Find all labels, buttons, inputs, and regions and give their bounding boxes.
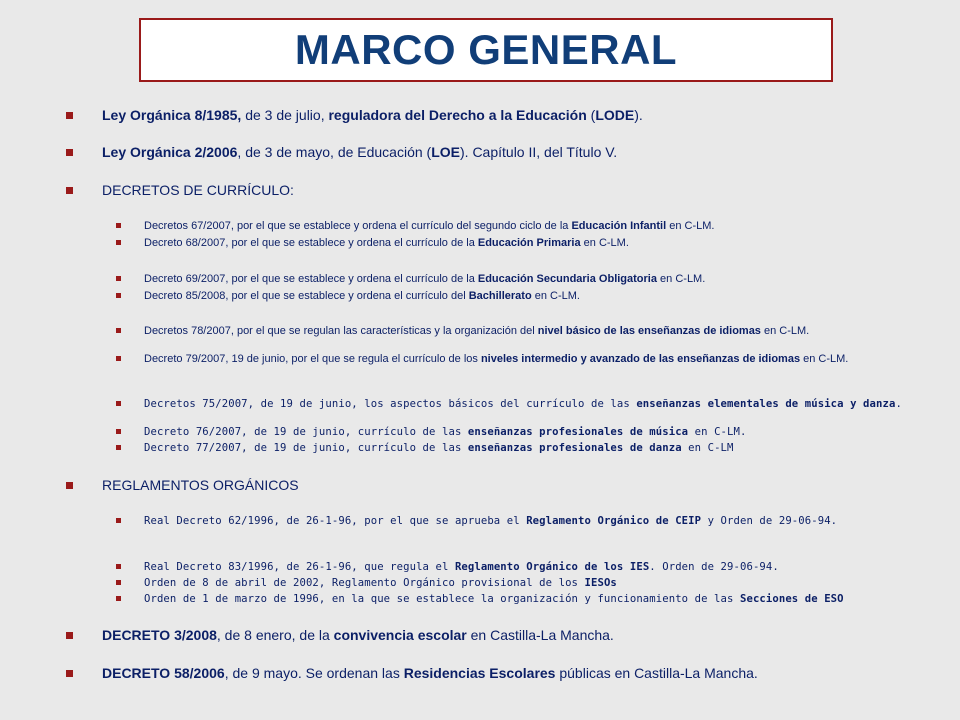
bullet-icon	[116, 564, 121, 569]
bullet-icon	[116, 596, 121, 601]
item-text: Decreto 69/2007, por el que se establece y ordena el currículo de la Educación Secundaria Obligatoria en C-LM.	[144, 273, 706, 285]
item-text: Decretos 67/2007, por el que se establece y ordena el currículo del segundo ciclo de la Educación Infantil en C-LM.	[144, 220, 715, 232]
bullet-icon	[66, 112, 73, 119]
bullet-icon	[116, 429, 121, 434]
item-text: REGLAMENTOS ORGÁNICOS	[102, 477, 299, 493]
bullet-icon	[116, 328, 121, 333]
item-text: Orden de 1 de marzo de 1996, en la que se establece la organización y funcionamiento de las Secciones de ESO	[144, 593, 844, 605]
item-text: Ley Orgánica 2/2006, de 3 de mayo, de Educación (LOE). Capítulo II, del Título V.	[102, 144, 618, 160]
page-title: MARCO GENERAL	[294, 26, 678, 73]
item-text: DECRETOS DE CURRÍCULO:	[102, 182, 294, 198]
bullet-icon	[66, 482, 73, 489]
item-text: DECRETO 3/2008, de 8 enero, de la convivencia escolar en Castilla-La Mancha.	[102, 627, 614, 643]
item-text: Real Decreto 83/1996, de 26-1-96, que regula el Reglamento Orgánico de los IES. Orden de 29-06-94.	[144, 561, 779, 573]
bullet-icon	[116, 518, 121, 523]
bullet-icon	[116, 293, 121, 298]
item-text: Decreto 85/2008, por el que se establece y ordena el currículo del Bachillerato en C-LM.	[144, 290, 580, 302]
bullet-icon	[66, 632, 73, 639]
item-text: Orden de 8 de abril de 2002, Reglamento Orgánico provisional de los IESOs	[144, 577, 617, 589]
item-text: Decretos 78/2007, por el que se regulan las características y la organización del nivel básico de las enseñanzas de idiomas en C-LM.	[144, 325, 810, 337]
title-box	[139, 18, 833, 82]
bullet-icon	[116, 580, 121, 585]
bullet-icon	[116, 240, 121, 245]
item-text: Decreto 68/2007, por el que se establece y ordena el currículo de la Educación Primaria en C-LM.	[144, 237, 629, 249]
bullet-icon	[116, 276, 121, 281]
item-text: Decreto 77/2007, de 19 de junio, currículo de las enseñanzas profesionales de danza en C-LM	[144, 442, 734, 454]
item-text: Ley Orgánica 8/1985, de 3 de julio, reguladora del Derecho a la Educación (LODE).	[102, 107, 643, 123]
bullet-icon	[116, 401, 121, 406]
bullet-icon	[66, 149, 73, 156]
bullet-icon	[66, 187, 73, 194]
item-text: Decreto 76/2007, de 19 de junio, currículo de las enseñanzas profesionales de música en C-LM.	[144, 426, 747, 438]
item-text: Decreto 79/2007, 19 de junio, por el que se regula el currículo de los niveles intermedio y avanzado de las enseñanzas de idiomas en C-LM.	[144, 353, 849, 365]
bullet-icon	[116, 445, 121, 450]
item-text: DECRETO 58/2006, de 9 mayo. Se ordenan las Residencias Escolares públicas en Castilla-La Mancha.	[102, 665, 758, 681]
item-text: Decretos 75/2007, de 19 de junio, los aspectos básicos del currículo de las enseñanzas elementales de música y danza.	[144, 398, 902, 410]
bullet-icon	[66, 670, 73, 677]
item-text: Real Decreto 62/1996, de 26-1-96, por el que se aprueba el Reglamento Orgánico de CEIP y Orden de 29-06-94.	[144, 515, 838, 527]
bullet-icon	[116, 356, 121, 361]
bullet-icon	[116, 223, 121, 228]
